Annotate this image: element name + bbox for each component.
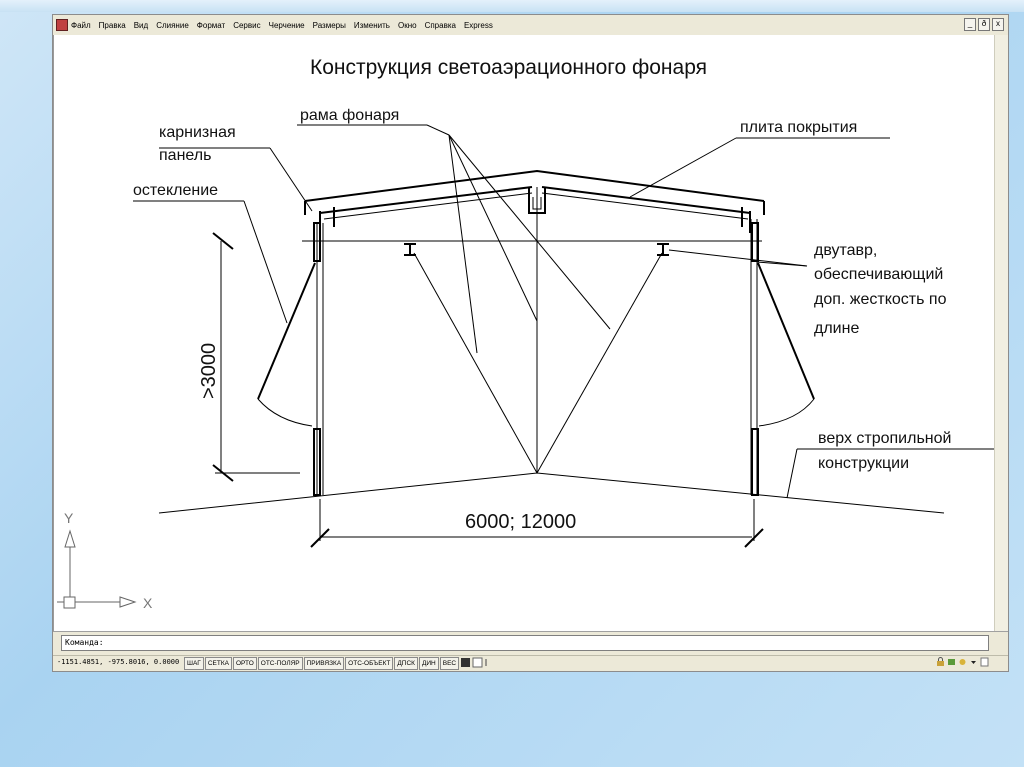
label-ibeam-line2: обеспечивающий [814, 266, 944, 283]
ucs-x-label: X [143, 595, 153, 611]
height-dimension-label: >3000 [198, 342, 220, 399]
toggle-ducs[interactable]: ДПСК [394, 657, 418, 670]
height-dimension [213, 233, 300, 481]
window-controls [964, 18, 1004, 31]
menu-tools[interactable]: Сервис [233, 20, 261, 30]
menu-file[interactable]: Файл [71, 20, 91, 30]
status-tray [936, 657, 989, 667]
coordinates-readout: -1151.4851, -975.8016, 0.0000 [57, 658, 180, 666]
ucs-icon [57, 531, 135, 608]
minimize-button[interactable]: _ [964, 18, 976, 31]
span-dimension-label: 6000; 12000 [465, 511, 577, 533]
chevron-down-icon[interactable] [969, 657, 978, 667]
roof-structure [305, 171, 764, 233]
menu-help[interactable]: Справка [424, 20, 456, 30]
toggle-ortho[interactable]: ОРТО [233, 657, 257, 670]
restore-button[interactable]: ð [978, 18, 990, 31]
cad-window [52, 14, 1009, 672]
label-roof-slab: плита покрытия [740, 119, 858, 136]
label-truss-top-line1: верх стропильной [818, 430, 952, 447]
slide-background-top [0, 0, 1024, 12]
command-area [53, 631, 1008, 656]
truss-web [414, 187, 662, 473]
menu-window[interactable]: Окно [397, 20, 417, 30]
menu-dimension[interactable]: Размеры [312, 20, 346, 30]
menu-draw[interactable]: Черчение [268, 20, 305, 30]
model-layout-icons[interactable] [460, 657, 490, 668]
ucs-y-label: Y [64, 510, 74, 526]
close-button[interactable]: x [992, 18, 1004, 31]
menu-edit[interactable]: Правка [98, 20, 126, 30]
menu-view[interactable]: Вид [133, 20, 149, 30]
lock-icon[interactable] [936, 657, 945, 667]
ibeam-right [657, 244, 669, 255]
label-eave-panel-line1: карнизная [159, 124, 236, 141]
vertical-scrollbar[interactable] [994, 35, 1008, 631]
drawing-canvas[interactable] [53, 35, 1007, 631]
toggle-otrack[interactable]: ОТС-ОБЪЕКТ [345, 657, 393, 670]
toggle-polar[interactable]: ОТС-ПОЛЯР [258, 657, 303, 670]
toggle-lwt[interactable]: ВЕС [440, 657, 459, 670]
drawing-svg [54, 35, 994, 631]
settings-icon[interactable] [958, 657, 967, 667]
label-ibeam-line1: двутавр, [814, 242, 878, 259]
toggle-grid[interactable]: СЕТКА [205, 657, 232, 670]
toggle-snap[interactable]: ШАГ [184, 657, 204, 670]
app-icon[interactable] [56, 19, 68, 31]
status-bar [53, 655, 1008, 671]
menu-merge[interactable]: Слияние [156, 20, 189, 30]
menu-express[interactable]: Express [463, 20, 493, 30]
clean-screen-icon[interactable] [980, 657, 989, 667]
glazing [258, 263, 814, 426]
label-glazing: остекление [133, 182, 219, 199]
toggle-osnap[interactable]: ПРИВЯЗКА [304, 657, 345, 670]
status-toggles [184, 657, 490, 670]
label-lantern-frame: рама фонаря [300, 107, 400, 124]
menu-modify[interactable]: Изменить [353, 20, 390, 30]
menu-bar [53, 15, 1008, 36]
menu-list [71, 15, 501, 35]
command-input[interactable]: Команда: [61, 635, 989, 651]
label-eave-panel-line2: панель [159, 147, 212, 164]
drawing-title: Конструкция светоаэрационного фонаря [310, 56, 708, 79]
truss-top-line [159, 473, 944, 513]
label-truss-top-line2: конструкции [818, 455, 909, 472]
layers-icon[interactable] [947, 657, 956, 667]
label-ibeam-line3: доп. жесткость по [814, 291, 947, 308]
menu-format[interactable]: Формат [196, 20, 226, 30]
label-ibeam-line4: длине [814, 320, 860, 337]
toggle-dyn[interactable]: ДИН [419, 657, 439, 670]
